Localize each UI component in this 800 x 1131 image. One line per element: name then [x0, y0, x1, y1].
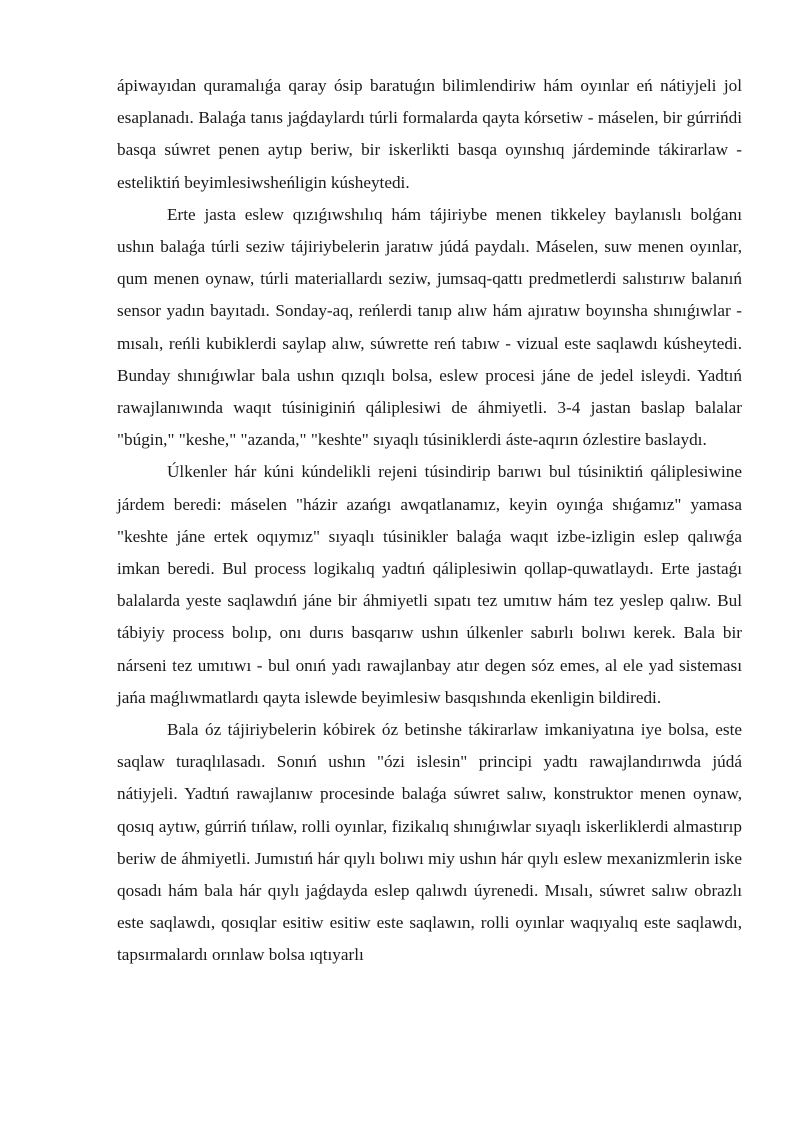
paragraph-4: Bala óz tájiriybelerin kóbirek óz betinshe tákirarlaw imkaniyatına iye bolsa, este saqlaw turaqlılasadı. Sonıń ushın "ózi islesin" principi yadtı rawajlandırıwda júdá nátiyjeli. Yadtıń rawajlanıw procesinde balaǵa súwret salıw, konstruktor menen oynaw, qosıq aytıw, gúrriń tıńlaw, rolli oyınlar, fizikalıq shınıǵıwlar sıyaqlı iskerliklerdi almastırıp beriw de áhmiyetli. Jumıstıń hár qıylı bolıwı miy ushın hár qıylı eslew mexanizmlerin iske qosadı hám bala hár qıylı jaǵdayda eslep qalıwdı úyrenedi. Mısalı, súwret salıw obrazlı este saqlawdı, qosıqlar esitiw esitiw este saqlawın, rolli oyınlar waqıyalıq este saqlawdı, tapsırmalardı orınlaw bolsa ıqtıyarlı [117, 720, 742, 965]
paragraph-1: ápiwayıdan quramalıǵa qaray ósip baratuǵın bilimlendiriw hám oyınlar eń nátiyjeli jol esaplanadı. Balaǵa tanıs jaǵdaylardı túrli formalarda qayta kórsetiw - máselen, bir gúrrińdi basqa súwret penen aytıp beriw, bir iskerlikti basqa oyınshıq járdeminde tákirarlaw - esteliktiń beyimlesiwsheńligin kúsheytedi. [117, 76, 742, 192]
paragraph-2: Erte jasta eslew qızıǵıwshılıq hám tájiriybe menen tikkeley baylanıslı bolǵanı ushın balaǵa túrli seziw tájiriybelerin jaratıw júdá paydalı. Máselen, suw menen oyınlar, qum menen oynaw, túrli materiallardı seziw, jumsaq-qattı predmetlerdi salıstırıw balanıń sensor yadın bayıtadı. Sonday-aq, reńlerdi tanıp alıw hám ajıratıw boyınsha shınıǵıwlar - mısalı, reńli kubiklerdi saylap alıw, súwrette reń tabıw - vizual este saqlawdı kúsheytedi. Bunday shınıǵıwlar bala ushın qızıqlı bolsa, eslew procesi jáne de jedel isleydi. Yadtıń rawajlanıwında waqıt túsiniginiń qáliplesiwi de áhmiyetli. 3-4 jastan baslap balalar "búgin," "keshe," "azanda," "keshte" sıyaqlı túsiniklerdi áste-aqırın ózlestire baslaydı. [117, 204, 742, 450]
paragraph-3: Úlkenler hár kúni kúndelikli rejeni túsindirip barıwı bul túsiniktiń qáliplesiwine járdem beredi: máselen "házir azańgı awqatlanamız, keyin oyınǵa shıǵamız" yamasa "keshte jáne ertek oqıymız" sıyaqlı túsinikler balaǵa waqıt izbe-izligin eslep qalıwǵa imkan beredi. Bul process logikalıq yadtıń qáliplesiwin qollap-quwatlaydı. Erte jastaǵı balalarda yeste saqlawdıń jáne bir áhmiyetli sıpatı tez umıtıw hám tez yeslep qalıw. Bul tábiyiy process bolıp, onı durıs basqarıw ushın úlkenler sabırlı bolıwı kerek. Bala bir nárseni tez umıtıwı - bul onıń yadı rawajlanbay atır degen sóz emes, al ele yad sisteması jańa maǵlıwmatlardı qayta islewde beyimlesiw basqıshında ekenligin bildiredi. [117, 462, 742, 707]
body-text [117, 70, 742, 972]
